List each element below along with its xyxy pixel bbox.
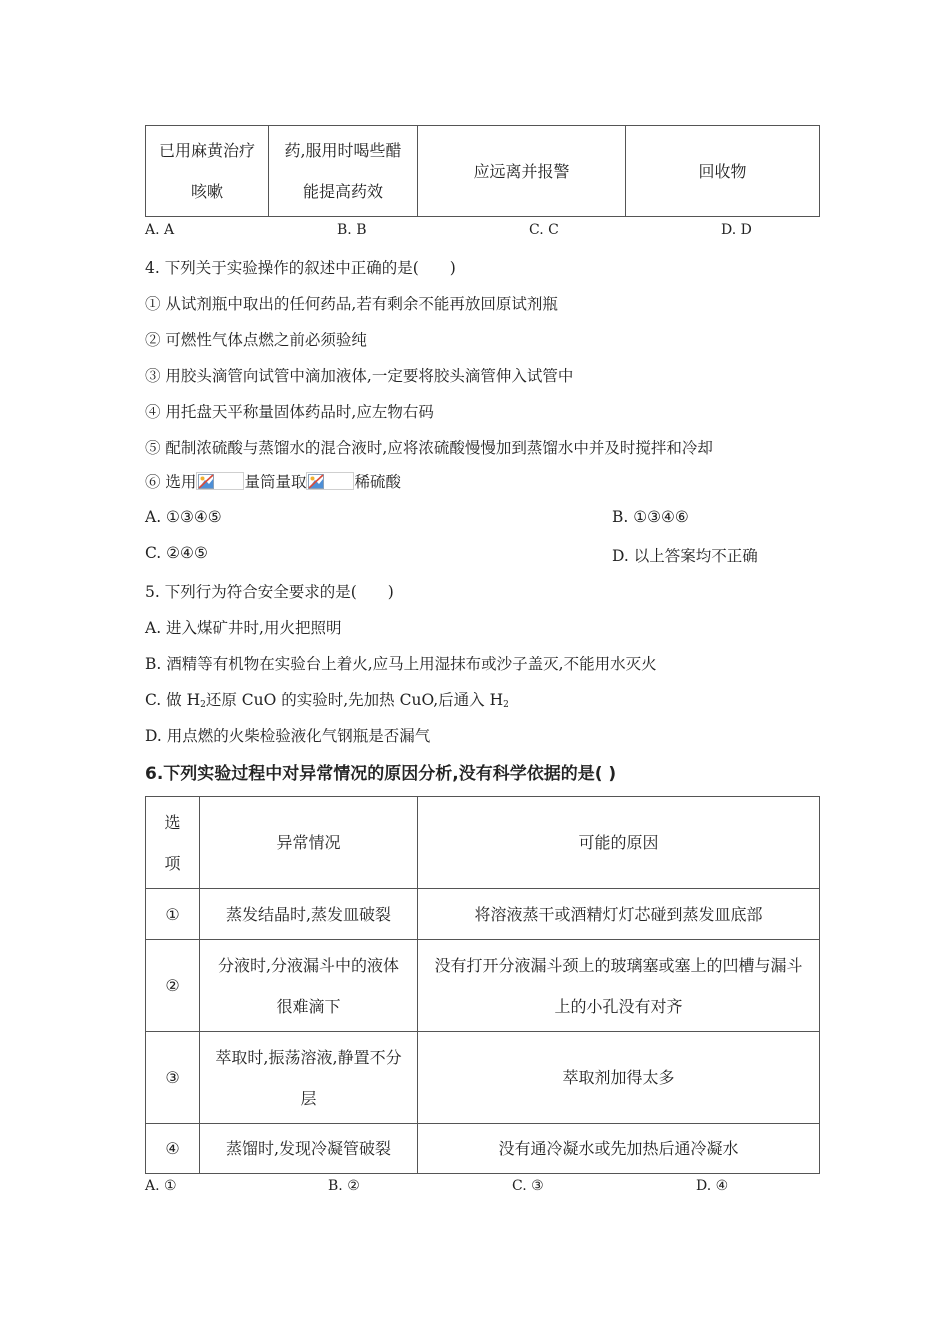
q4-item-6 (145, 470, 401, 492)
q6-option-d: D. ④ (696, 1178, 729, 1194)
q5-option-c-text: C. 做 H (145, 691, 201, 709)
q4-item-6-part3: 稀硫酸 (354, 473, 401, 491)
subscript: 2 (200, 700, 206, 710)
table-row (146, 940, 820, 1032)
q6-stem: 6.下列实验过程中对异常情况的原因分析,没有科学依据的是( ) (145, 764, 617, 784)
table-cell: 分液时,分液漏斗中的液体很难滴下 (200, 940, 418, 1032)
q4-item-6-part1: ⑥ 选用 (145, 473, 197, 491)
q4-item-2: ② 可燃性气体点燃之前必须验纯 (145, 331, 367, 349)
q3-option-c: C. C (529, 222, 559, 238)
table-cell: 没有打开分液漏斗颈上的玻璃塞或塞上的凹槽与漏斗上的小孔没有对齐 (418, 940, 820, 1032)
q6-option-a: A. ① (145, 1178, 177, 1194)
q5-option-c-text: 还原 CuO 的实验时,先加热 CuO,后通入 H (205, 691, 504, 709)
table-header-row (146, 797, 820, 889)
q4-item-6-part2: 量筒量取 (244, 473, 307, 491)
table-cell: 萃取剂加得太多 (418, 1032, 820, 1124)
broken-image-icon (306, 472, 354, 490)
q3-table (145, 125, 820, 217)
table-cell: 将溶液蒸干或酒精灯灯芯碰到蒸发皿底部 (418, 889, 820, 940)
table-cell: 回收物 (626, 126, 820, 217)
q3-option-b: B. B (337, 222, 367, 238)
q3-option-a: A. A (145, 222, 175, 238)
q4-option-b: B. ①③④⑥ (612, 508, 689, 526)
q5-option-b: B. 酒精等有机物在实验台上着火,应马上用湿抹布或沙子盖灭,不能用水灭火 (145, 655, 657, 673)
table-row (146, 126, 820, 217)
q5-option-a: A. 进入煤矿井时,用火把照明 (145, 619, 342, 637)
table-cell: 蒸发结晶时,蒸发皿破裂 (200, 889, 418, 940)
q4-item-5: ⑤ 配制浓硫酸与蒸馏水的混合液时,应将浓硫酸慢慢加到蒸馏水中并及时搅拌和冷却 (145, 439, 713, 457)
q5-option-c (145, 688, 509, 710)
table-cell: 萃取时,振荡溶液,静置不分层 (200, 1032, 418, 1124)
q4-option-a: A. ①③④⑤ (145, 508, 222, 526)
q4-option-c: C. ②④⑤ (145, 544, 208, 562)
table-cell: 没有通冷凝水或先加热后通冷凝水 (418, 1124, 820, 1174)
q4-item-4: ④ 用托盘天平称量固体药品时,应左物右码 (145, 403, 434, 421)
table-cell: 应远离并报警 (418, 126, 626, 217)
header-situation: 异常情况 (200, 797, 418, 889)
subscript: 2 (503, 700, 509, 710)
header-reason: 可能的原因 (418, 797, 820, 889)
table-row (146, 1124, 820, 1174)
q6-table (145, 796, 820, 1174)
q5-stem: 5. 下列行为符合安全要求的是( ) (145, 583, 394, 601)
q3-option-d: D. D (721, 222, 752, 238)
table-row (146, 889, 820, 940)
header-option: 选项 (146, 797, 200, 889)
broken-image-icon (196, 472, 244, 490)
table-cell: ① (146, 889, 200, 940)
q6-option-c: C. ③ (512, 1178, 544, 1194)
table-cell: ③ (146, 1032, 200, 1124)
table-row (146, 1032, 820, 1124)
q4-item-1: ① 从试剂瓶中取出的任何药品,若有剩余不能再放回原试剂瓶 (145, 295, 558, 313)
q4-stem: 4. 下列关于实验操作的叙述中正确的是( ) (145, 259, 456, 277)
table-cell: 药,服用时喝些醋能提高药效 (269, 126, 418, 217)
q4-item-3: ③ 用胶头滴管向试管中滴加液体,一定要将胶头滴管伸入试管中 (145, 367, 574, 385)
q5-option-d: D. 用点燃的火柴检验液化气钢瓶是否漏气 (145, 727, 431, 745)
table-cell: ② (146, 940, 200, 1032)
table-cell: 已用麻黄治疗咳嗽 (146, 126, 269, 217)
table-cell: 蒸馏时,发现冷凝管破裂 (200, 1124, 418, 1174)
table-cell: ④ (146, 1124, 200, 1174)
q6-option-b: B. ② (328, 1178, 360, 1194)
q4-option-d: D. 以上答案均不正确 (612, 547, 758, 565)
